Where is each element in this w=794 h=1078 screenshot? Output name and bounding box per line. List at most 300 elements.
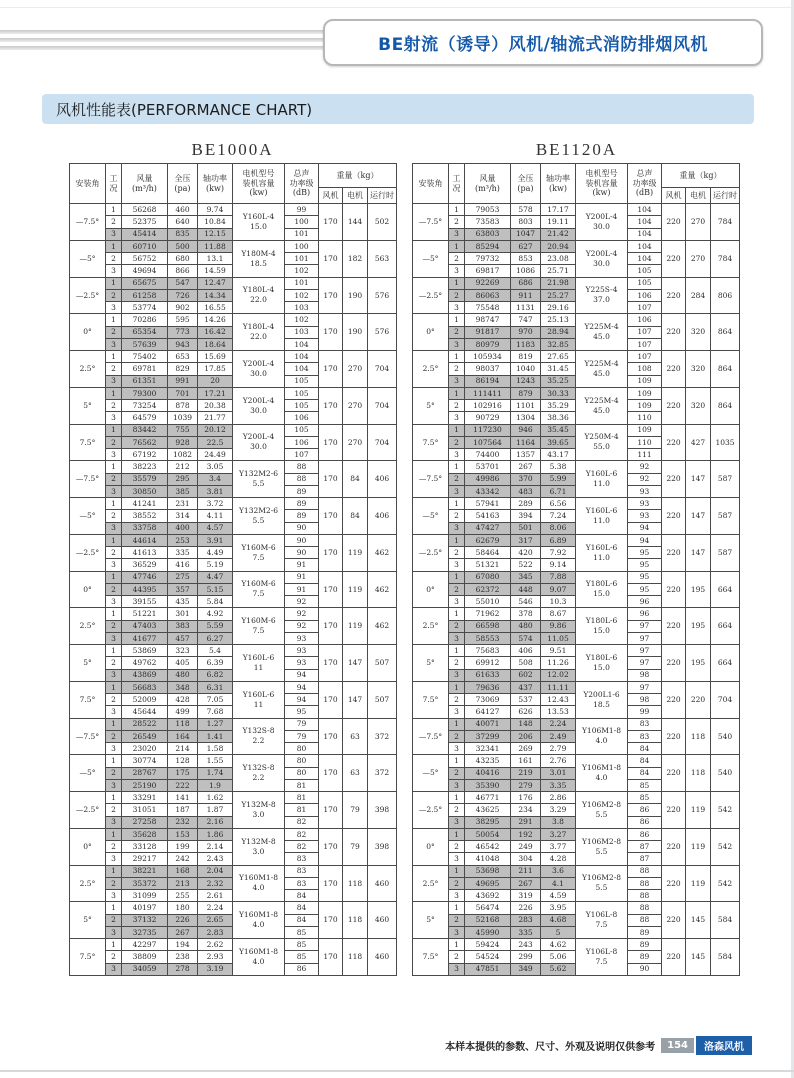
pressure-cell: 480: [511, 620, 541, 632]
pressure-cell: 226: [168, 914, 198, 926]
power-cell: 6.31: [198, 681, 233, 693]
table-row: [413, 461, 740, 473]
table-row: [70, 828, 397, 840]
pressure-cell: 879: [511, 387, 541, 399]
noise-cell: 82: [285, 841, 319, 853]
power-cell: 2.65: [198, 914, 233, 926]
weight-run-cell: 784: [711, 240, 740, 277]
power-cell: 5.19: [198, 559, 233, 571]
condition-cell: 3: [106, 816, 122, 828]
col-header-weight-motor: 电机: [686, 188, 711, 204]
condition-cell: 2: [106, 767, 122, 779]
flow-cell: 56752: [122, 253, 168, 265]
pressure-cell: 400: [168, 522, 198, 534]
weight-run-cell: 462: [368, 571, 397, 608]
col-header-pressure: [168, 164, 198, 204]
weight-fan-cell: 220: [662, 608, 686, 645]
motor-cell: [233, 498, 285, 535]
weight-run-cell: 587: [711, 461, 740, 498]
noise-cell: 98: [628, 669, 662, 681]
noise-cell: 111: [628, 449, 662, 461]
table-row: [413, 351, 740, 363]
motor-cell-line: Y160L-6: [585, 542, 618, 552]
pressure-cell: 537: [511, 694, 541, 706]
flow-cell: 86194: [465, 375, 511, 387]
power-cell: 11.11: [541, 681, 576, 693]
motor-cell: [576, 277, 628, 314]
noise-cell: 92: [628, 473, 662, 485]
table-row: [413, 865, 740, 877]
angle-cell: 2.5°: [413, 351, 449, 388]
flow-cell: 86063: [465, 289, 511, 301]
noise-cell: 86: [628, 828, 662, 840]
col-header-noise-l1: 总声: [293, 169, 310, 179]
power-cell: 13.1: [198, 253, 233, 265]
power-cell: 22.5: [198, 436, 233, 448]
motor-cell: [576, 939, 628, 976]
power-cell: 4.57: [198, 522, 233, 534]
flow-cell: 73254: [122, 400, 168, 412]
power-cell: 18.64: [198, 338, 233, 350]
motor-cell-line: 7.5: [595, 956, 608, 966]
condition-cell: 1: [449, 681, 465, 693]
col-header-power-label: 轴功率: [546, 173, 570, 183]
pressure-cell: 370: [511, 473, 541, 485]
table-row: [70, 792, 397, 804]
power-cell: 7.88: [541, 571, 576, 583]
power-cell: 2.43: [198, 853, 233, 865]
noise-cell: 99: [628, 706, 662, 718]
pressure-cell: 747: [511, 314, 541, 326]
flow-cell: 73583: [465, 216, 511, 228]
flow-cell: 83442: [122, 424, 168, 436]
flow-cell: 30850: [122, 485, 168, 497]
power-cell: 2.16: [198, 816, 233, 828]
power-cell: 9.74: [198, 204, 233, 216]
weight-motor-cell: 145: [686, 902, 711, 939]
pressure-cell: 385: [168, 485, 198, 497]
flow-cell: 44614: [122, 534, 168, 546]
noise-cell: 109: [628, 424, 662, 436]
pressure-cell: 141: [168, 792, 198, 804]
flow-cell: 41048: [465, 853, 511, 865]
noise-cell: 109: [628, 387, 662, 399]
motor-cell-line: 7.5: [595, 920, 608, 930]
noise-cell: 80: [285, 743, 319, 755]
noise-cell: 103: [285, 302, 319, 314]
motor-cell-line: 18.5: [593, 699, 610, 709]
col-header-condition: 工况: [449, 164, 465, 204]
pressure-cell: 194: [168, 939, 198, 951]
footer-note: 本样本提供的参数、尺寸、外观及说明仅供参考: [445, 1042, 656, 1053]
power-cell: 2.76: [541, 755, 576, 767]
motor-cell-line: Y225M-4: [584, 358, 619, 368]
motor-cell-line: 30.0: [250, 368, 267, 378]
flow-cell: 49986: [465, 473, 511, 485]
motor-cell-line: 4.0: [252, 920, 265, 930]
noise-cell: 102: [285, 314, 319, 326]
condition-cell: 2: [106, 657, 122, 669]
weight-run-cell: 462: [368, 534, 397, 571]
motor-cell-line: Y160L-6: [242, 652, 275, 662]
power-cell: 6.89: [541, 534, 576, 546]
power-cell: 23.08: [541, 253, 576, 265]
motor-cell: [576, 314, 628, 351]
motor-cell-line: Y106M2-8: [581, 873, 622, 883]
performance-table-be1000a: [69, 163, 396, 976]
condition-cell: 3: [106, 669, 122, 681]
pressure-cell: 232: [168, 816, 198, 828]
angle-cell: 5°: [70, 645, 106, 682]
weight-run-cell: 406: [368, 461, 397, 498]
condition-cell: 3: [106, 265, 122, 277]
power-cell: 13.53: [541, 706, 576, 718]
noise-cell: 94: [285, 681, 319, 693]
col-header-flow-unit: (m³/h): [132, 183, 157, 193]
motor-cell-line: 5.5: [252, 479, 265, 489]
motor-cell: [576, 681, 628, 718]
table-row: [413, 939, 740, 951]
power-cell: 2.93: [198, 951, 233, 963]
flow-cell: 40071: [465, 718, 511, 730]
motor-cell-line: Y225M-4: [584, 395, 619, 405]
motor-cell-line: Y180L-4: [242, 285, 275, 295]
weight-fan-cell: 220: [662, 865, 686, 902]
noise-cell: 89: [285, 498, 319, 510]
weight-run-cell: 460: [368, 902, 397, 939]
col-header-power: [541, 164, 576, 204]
noise-cell: 90: [285, 547, 319, 559]
weight-motor-cell: 119: [686, 865, 711, 902]
power-cell: 30.33: [541, 387, 576, 399]
flow-cell: 75402: [122, 351, 168, 363]
condition-cell: 1: [106, 828, 122, 840]
col-header-noise-l1: 总声: [636, 169, 653, 179]
power-cell: 2.83: [198, 926, 233, 938]
table-row: [70, 277, 397, 289]
pressure-cell: 501: [511, 522, 541, 534]
table-row: [70, 204, 397, 216]
weight-fan-cell: 220: [662, 277, 686, 314]
weight-fan-cell: 170: [319, 240, 343, 277]
flow-cell: 65354: [122, 326, 168, 338]
table-row: [413, 645, 740, 657]
weight-motor-cell: 182: [343, 240, 368, 277]
flow-cell: 29217: [122, 853, 168, 865]
condition-cell: 2: [106, 326, 122, 338]
motor-cell-line: 15.0: [593, 626, 610, 636]
flow-cell: 65675: [122, 277, 168, 289]
col-header-pressure: [511, 164, 541, 204]
condition-cell: 3: [106, 375, 122, 387]
weight-fan-cell: 220: [662, 240, 686, 277]
power-cell: 8.06: [541, 522, 576, 534]
flow-cell: 37132: [122, 914, 168, 926]
angle-cell: —7.5°: [413, 204, 449, 241]
flow-cell: 31051: [122, 804, 168, 816]
banner: [323, 19, 763, 66]
motor-cell: [233, 902, 285, 939]
flow-cell: 53869: [122, 645, 168, 657]
weight-motor-cell: 270: [343, 351, 368, 388]
condition-cell: 2: [449, 694, 465, 706]
weight-motor-cell: 147: [686, 461, 711, 498]
table-row: [413, 718, 740, 730]
condition-cell: 1: [106, 461, 122, 473]
pressure-cell: 835: [168, 228, 198, 240]
table-row: [70, 865, 397, 877]
motor-cell-line: Y180L-4: [242, 322, 275, 331]
col-header-angle: 安装角: [413, 164, 449, 204]
noise-cell: 89: [285, 485, 319, 497]
condition-cell: 3: [106, 485, 122, 497]
weight-motor-cell: 63: [343, 718, 368, 755]
col-header-weight-motor: 电机: [343, 188, 368, 204]
flow-cell: 45414: [122, 228, 168, 240]
power-cell: 7.92: [541, 547, 576, 559]
noise-cell: 85: [285, 926, 319, 938]
performance-table-be1120a: [412, 163, 739, 976]
motor-cell-line: 37.0: [593, 295, 610, 305]
pressure-cell: 214: [168, 743, 198, 755]
power-cell: 9.51: [541, 645, 576, 657]
noise-cell: 101: [285, 277, 319, 289]
pressure-cell: 726: [168, 289, 198, 301]
motor-cell-line: 45.0: [593, 368, 610, 378]
flow-cell: 58464: [465, 547, 511, 559]
weight-run-cell: 542: [711, 792, 740, 829]
col-header-weight-run: 运行时: [711, 188, 740, 204]
condition-cell: 2: [449, 400, 465, 412]
flow-cell: 75548: [465, 302, 511, 314]
motor-cell-line: 15.0: [593, 662, 610, 672]
angle-cell: 0°: [70, 828, 106, 865]
power-cell: 6.82: [198, 669, 233, 681]
motor-cell: [233, 461, 285, 498]
flow-cell: 58553: [465, 632, 511, 644]
flow-cell: 53698: [465, 865, 511, 877]
flow-cell: 66598: [465, 620, 511, 632]
pressure-cell: 299: [511, 951, 541, 963]
weight-fan-cell: 170: [319, 718, 343, 755]
pressure-cell: 680: [168, 253, 198, 265]
weight-fan-cell: 170: [319, 571, 343, 608]
condition-cell: 1: [106, 204, 122, 216]
flow-cell: 62372: [465, 583, 511, 595]
weight-motor-cell: 145: [686, 939, 711, 976]
noise-cell: 95: [285, 706, 319, 718]
angle-cell: —5°: [70, 240, 106, 277]
power-cell: 3.81: [198, 485, 233, 497]
table-row: [70, 902, 397, 914]
power-cell: 4.49: [198, 547, 233, 559]
motor-cell: [233, 314, 285, 351]
pressure-cell: 546: [511, 596, 541, 608]
motor-cell-line: Y225M-4: [584, 322, 619, 331]
page-footer: [445, 1036, 752, 1055]
motor-cell: [233, 681, 285, 718]
power-cell: 5: [541, 926, 576, 938]
noise-cell: 81: [285, 792, 319, 804]
pressure-cell: 314: [168, 510, 198, 522]
col-header-motor-l2: 装机容量: [242, 178, 275, 188]
weight-motor-cell: 119: [343, 571, 368, 608]
pressure-cell: 1047: [511, 228, 541, 240]
pressure-cell: 295: [168, 473, 198, 485]
flow-cell: 55010: [465, 596, 511, 608]
flow-cell: 39155: [122, 596, 168, 608]
condition-cell: 2: [106, 841, 122, 853]
condition-cell: 3: [449, 596, 465, 608]
power-cell: 16.55: [198, 302, 233, 314]
col-header-weight: 重量（kg）: [319, 164, 397, 188]
motor-cell-line: 55.0: [593, 442, 610, 452]
weight-run-cell: 576: [368, 277, 397, 314]
power-cell: 20: [198, 375, 233, 387]
table-row: [413, 902, 740, 914]
noise-cell: 89: [285, 510, 319, 522]
motor-cell: [233, 424, 285, 461]
weight-fan-cell: 170: [319, 645, 343, 682]
condition-cell: 2: [449, 363, 465, 375]
table-row: [413, 204, 740, 216]
weight-fan-cell: 220: [662, 718, 686, 755]
noise-cell: 94: [285, 694, 319, 706]
noise-cell: 91: [285, 583, 319, 595]
motor-cell-line: Y160M-6: [241, 616, 276, 625]
pressure-cell: 508: [511, 657, 541, 669]
power-cell: 5.06: [541, 951, 576, 963]
power-cell: 11.88: [198, 240, 233, 252]
pressure-cell: 206: [511, 730, 541, 742]
motor-cell: [576, 498, 628, 535]
motor-cell-line: Y200L-4: [242, 395, 275, 405]
power-cell: 5.15: [198, 583, 233, 595]
weight-fan-cell: 220: [662, 498, 686, 535]
condition-cell: 1: [449, 351, 465, 363]
weight-run-cell: 540: [711, 755, 740, 792]
power-cell: 4.1: [541, 877, 576, 889]
power-cell: 7.05: [198, 694, 233, 706]
condition-cell: 2: [449, 510, 465, 522]
weight-run-cell: 864: [711, 351, 740, 388]
condition-cell: 3: [449, 963, 465, 975]
pressure-cell: 480: [168, 669, 198, 681]
condition-cell: 3: [449, 338, 465, 350]
noise-cell: 83: [285, 877, 319, 889]
pressure-cell: 291: [511, 816, 541, 828]
noise-cell: 101: [285, 253, 319, 265]
motor-cell-line: Y160M-6: [241, 579, 276, 589]
table-row: [70, 534, 397, 546]
pressure-cell: 946: [511, 424, 541, 436]
power-cell: 4.92: [198, 608, 233, 620]
flow-cell: 98037: [465, 363, 511, 375]
flow-cell: 90729: [465, 412, 511, 424]
flow-cell: 61633: [465, 669, 511, 681]
weight-motor-cell: 427: [686, 424, 711, 461]
col-header-weight: 重量（kg）: [662, 164, 740, 188]
angle-cell: 2.5°: [70, 608, 106, 645]
noise-cell: 110: [628, 436, 662, 448]
noise-cell: 99: [285, 204, 319, 216]
power-cell: 1.86: [198, 828, 233, 840]
weight-motor-cell: 84: [343, 461, 368, 498]
flow-cell: 30774: [122, 755, 168, 767]
pressure-cell: 653: [168, 351, 198, 363]
weight-run-cell: 462: [368, 608, 397, 645]
noise-cell: 94: [628, 522, 662, 534]
flow-cell: 47851: [465, 963, 511, 975]
angle-cell: —2.5°: [70, 534, 106, 571]
pressure-cell: 175: [168, 767, 198, 779]
flow-cell: 46771: [465, 792, 511, 804]
pressure-cell: 164: [168, 730, 198, 742]
weight-run-cell: 576: [368, 314, 397, 351]
col-header-motor-unit: (kw): [249, 188, 268, 198]
weight-motor-cell: 147: [343, 645, 368, 682]
condition-cell: 2: [449, 730, 465, 742]
weight-fan-cell: 220: [662, 204, 686, 241]
motor-cell-line: 22.0: [250, 295, 267, 305]
angle-cell: —2.5°: [413, 792, 449, 829]
motor-cell-line: 45.0: [593, 405, 610, 415]
condition-cell: 1: [449, 534, 465, 546]
motor-cell-line: 5.5: [595, 809, 608, 819]
noise-cell: 93: [285, 645, 319, 657]
weight-motor-cell: 63: [343, 755, 368, 792]
condition-cell: 2: [449, 583, 465, 595]
angle-cell: —7.5°: [413, 461, 449, 498]
flow-cell: 44395: [122, 583, 168, 595]
flow-cell: 40416: [465, 767, 511, 779]
noise-cell: 88: [628, 914, 662, 926]
motor-cell-line: 18.5: [250, 258, 267, 268]
pressure-cell: 420: [511, 547, 541, 559]
pressure-cell: 187: [168, 804, 198, 816]
noise-cell: 80: [285, 767, 319, 779]
condition-cell: 1: [449, 204, 465, 216]
motor-cell-line: 5.5: [252, 515, 265, 525]
weight-motor-cell: 270: [686, 204, 711, 241]
power-cell: 4.62: [541, 939, 576, 951]
condition-cell: 2: [449, 436, 465, 448]
motor-cell: [576, 571, 628, 608]
noise-cell: 104: [628, 204, 662, 216]
pressure-cell: 902: [168, 302, 198, 314]
motor-cell-line: 30.0: [593, 221, 610, 231]
motor-cell-line: Y200L-4: [242, 432, 275, 442]
noise-cell: 85: [628, 779, 662, 791]
pressure-cell: 222: [168, 779, 198, 791]
weight-motor-cell: 119: [686, 828, 711, 865]
angle-cell: 0°: [70, 314, 106, 351]
noise-cell: 97: [628, 620, 662, 632]
flow-cell: 36529: [122, 559, 168, 571]
motor-cell: [233, 240, 285, 277]
power-cell: 2.32: [198, 877, 233, 889]
pressure-cell: 153: [168, 828, 198, 840]
noise-cell: 102: [285, 265, 319, 277]
motor-cell-line: Y106M2-8: [581, 836, 622, 846]
condition-cell: 1: [449, 424, 465, 436]
motor-cell: [576, 828, 628, 865]
flow-cell: 47746: [122, 571, 168, 583]
noise-cell: 106: [285, 436, 319, 448]
pressure-cell: 1101: [511, 400, 541, 412]
condition-cell: 3: [449, 669, 465, 681]
weight-fan-cell: 170: [319, 204, 343, 241]
